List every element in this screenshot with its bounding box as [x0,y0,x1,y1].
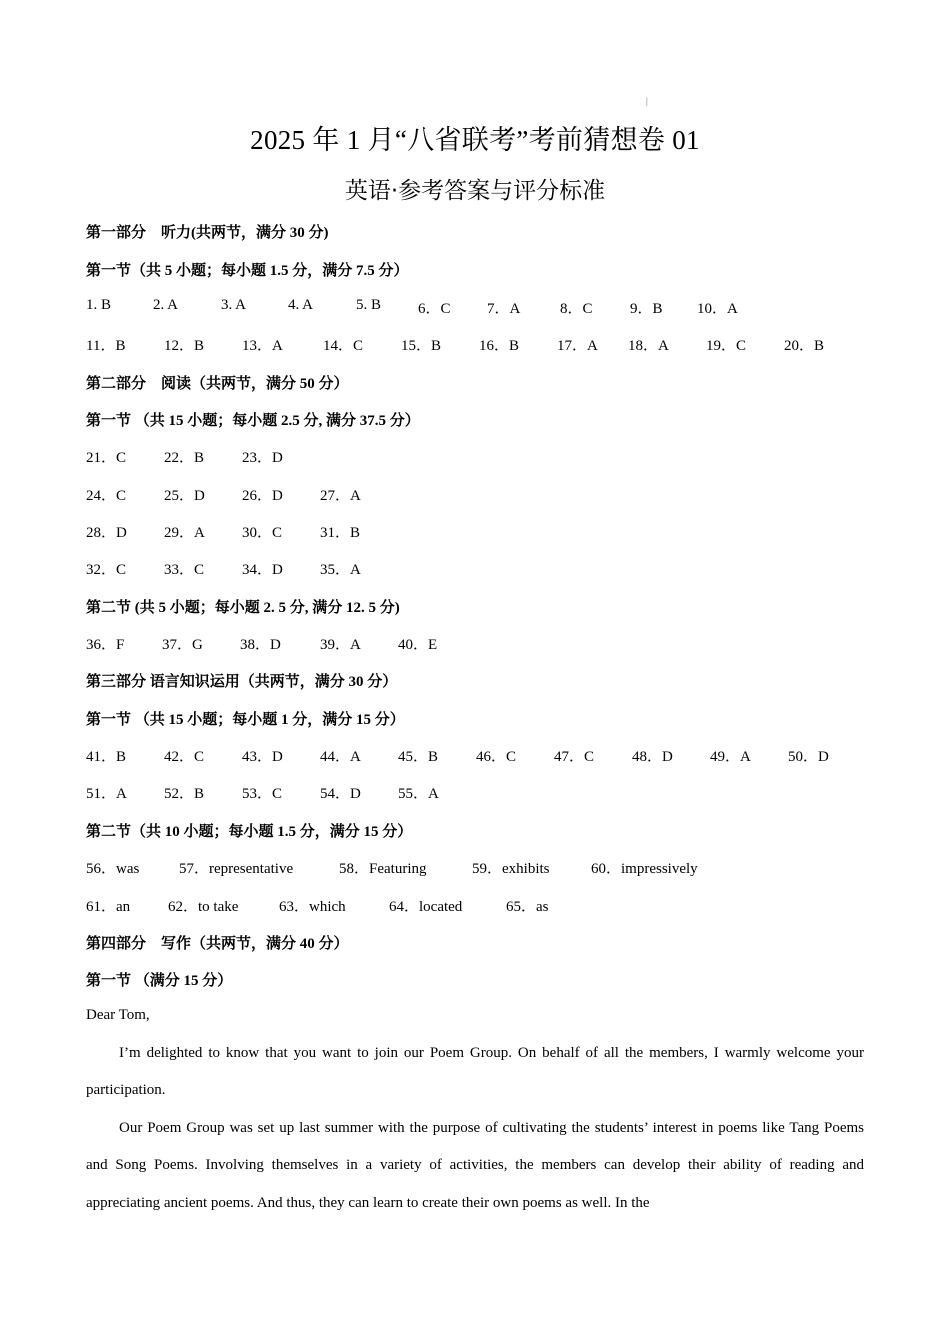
answer-item: 54．D [320,786,361,802]
answer-item: 36．F [86,637,125,653]
answer-item: 59．exhibits [472,861,550,877]
answer-item: 32．C [86,562,127,578]
answer-row-1-10 [86,297,738,318]
letter-paragraph: Our Poem Group was set up last summer with the purpose of cultivating the students’ interest in poems like Tang Poems and Song Poems. Involving themselves in a variety of activities, the members can develop their ability of reading and appreciating ancient poems. And thus, they can learn to create their own poems as well. In the [86,1120,864,1211]
letter-salutation: Dear Tom, [86,1007,150,1023]
answer-row-41-50 [86,745,829,766]
answer-item: 51．A [86,786,127,802]
header-mark: | [646,96,648,106]
answer-item: 58．Featuring [339,861,427,877]
answer-item: 43．D [242,749,283,765]
answer-item: 41．B [86,749,127,765]
answer-item: 27．A [320,488,361,504]
answer-item: 30．C [242,525,283,541]
answer-item: 24．C [86,488,127,504]
answer-item: 40．E [398,637,438,653]
answer-row-21-23 [86,446,283,467]
answer-item: 46．C [476,749,517,765]
answer-item: 11．B [86,338,126,354]
page-subtitle: 英语·参考答案与评分标准 [344,178,606,204]
answer-item: 17．A [557,338,598,354]
answer-item: 52．B [164,786,205,802]
answer-item: 2. A [153,297,179,313]
answer-item: 35．A [320,562,361,578]
letter-paragraph: I’m delighted to know that you want to join our Poem Group. On behalf of all the members, I warmly welcome your participation. [86,1045,864,1099]
page-title: 2025 年 1 月“八省联考”考前猜想卷 01 [250,125,700,155]
answer-item: 64．located [389,899,463,915]
answer-item: 21．C [86,450,127,466]
part1-sec1-heading: 第一节（共 5 小题；每小题 1.5 分，满分 7.5 分） [86,263,409,279]
answer-row-56-60 [86,857,698,878]
part4-sec1-heading: 第一节 （满分 15 分） [86,973,233,989]
answer-item: 57．representative [179,861,294,877]
answer-item: 16．B [479,338,520,354]
answer-item: 61．an [86,899,131,915]
part2-heading: 第二部分 阅读（共两节，满分 50 分） [86,376,349,392]
answer-item: 39．A [320,637,361,653]
part3-heading: 第三部分 语言知识运用（共两节，满分 30 分） [86,674,398,690]
answer-item: 63．which [279,899,346,915]
answer-item: 26．D [242,488,283,504]
part3-sec1-heading: 第一节 （共 15 小题；每小题 1 分，满分 15 分） [86,712,405,728]
part2-sec1-heading: 第一节 （共 15 小题；每小题 2.5 分, 满分 37.5 分） [86,413,420,429]
answer-item: 53．C [242,786,283,802]
answer-item: 55．A [398,786,439,802]
part3-sec2-heading: 第二节（共 10 小题；每小题 1.5 分，满分 15 分） [86,824,413,840]
answer-row-61-65 [86,895,549,916]
answer-item: 47．C [554,749,595,765]
answer-item: 10．A [697,301,738,317]
answer-item: 9．B [630,301,663,317]
answer-item: 62．to take [168,899,239,915]
answer-item: 42．C [164,749,205,765]
answer-row-11-20 [86,334,824,355]
answer-item: 19．C [706,338,747,354]
answer-item: 45．B [398,749,439,765]
answer-item: 12．B [164,338,205,354]
answer-item: 7．A [487,301,521,317]
answer-item: 20．B [784,338,825,354]
answer-item: 18．A [628,338,669,354]
answer-item: 65．as [506,899,549,915]
answer-row-24-27 [86,484,361,505]
answer-item: 15．B [401,338,442,354]
answer-item: 60．impressively [591,861,698,877]
part2-sec2-heading: 第二节 (共 5 小题；每小题 2. 5 分, 满分 12. 5 分) [86,600,400,616]
answer-item: 28．D [86,525,127,541]
answer-item: 6．C [418,301,451,317]
answer-item: 8．C [560,301,593,317]
answer-item: 56．was [86,861,140,877]
answer-row-28-31 [86,521,360,542]
answer-row-32-35 [86,558,361,579]
answer-item: 49．A [710,749,751,765]
answer-item: 31．B [320,525,361,541]
answer-item: 37．G [162,637,203,653]
answer-item: 14．C [323,338,364,354]
answer-item: 23．D [242,450,283,466]
answer-item: 34．D [242,562,283,578]
answer-item: 29．A [164,525,205,541]
answer-item: 48．D [632,749,673,765]
answer-row-36-40 [86,633,437,654]
part4-heading: 第四部分 写作（共两节，满分 40 分） [86,936,349,952]
part1-heading: 第一部分 听力(共两节，满分 30 分) [86,225,329,241]
answer-item: 50．D [788,749,829,765]
answer-item: 4. A [288,297,314,313]
answer-item: 3. A [221,297,247,313]
answer-item: 25．D [164,488,205,504]
answer-item: 1. B [86,297,112,313]
answer-item: 5. B [356,297,382,313]
answer-row-51-55 [86,782,439,803]
answer-item: 38．D [240,637,281,653]
answer-item: 44．A [320,749,361,765]
answer-item: 22．B [164,450,205,466]
answer-item: 13．A [242,338,283,354]
answer-item: 33．C [164,562,205,578]
